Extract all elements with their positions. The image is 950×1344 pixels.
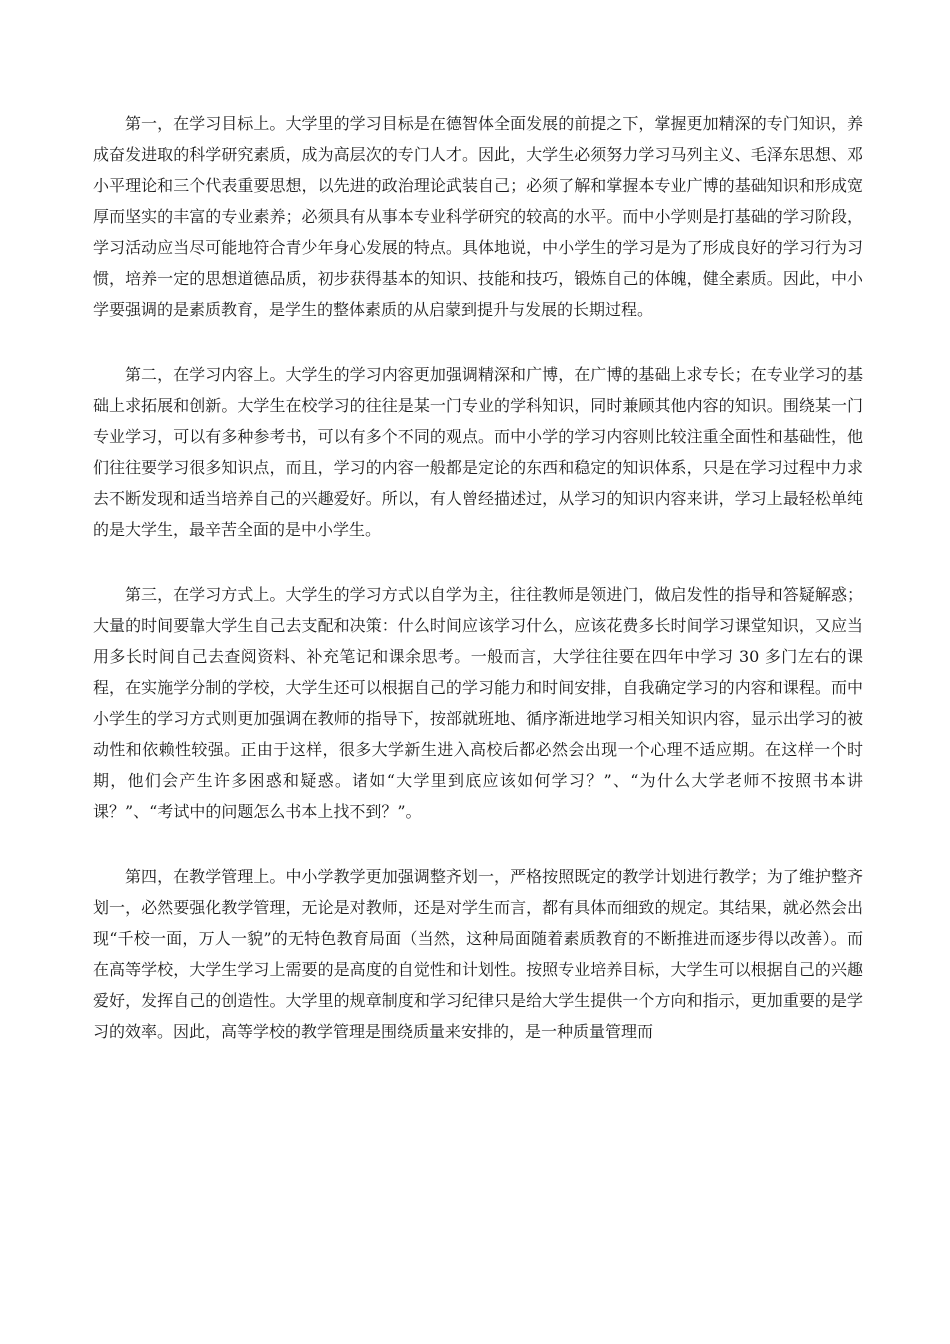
document-body [93, 108, 863, 1047]
paragraph-learning-content: 第二，在学习内容上。大学生的学习内容更加强调精深和广博，在广博的基础上求专长；在专业学习的基础上求拓展和创新。大学生在校学习的往往是某一门专业的学科知识，同时兼顾其他内容的知识。围绕某一门专业学习，可以有多种参考书，可以有多个不同的观点。而中小学的学习内容则比较注重全面性和基础性，他们往往要学习很多知识点，而且，学习的内容一般都是定论的东西和稳定的知识体系，只是在学习过程中力求去不断发现和适当培养自己的兴趣爱好。所以，有人曾经描述过，从学习的知识内容来讲，学习上最轻松单纯的是大学生，最辛苦全面的是中小学生。 [93, 365, 863, 539]
paragraph-learning-goals: 第一，在学习目标上。大学里的学习目标是在德智体全面发展的前提之下，掌握更加精深的专门知识，养成奋发进取的科学研究素质，成为高层次的专门人才。因此，大学生必须努力学习马列主义、毛泽东思想、邓小平理论和三个代表重要思想，以先进的政治理论武装自己；必须了解和掌握本专业广博的基础知识和形成宽厚而坚实的丰富的专业素养；必须具有从事本专业科学研究的较高的水平。而中小学则是打基础的学习阶段，学习活动应当尽可能地符合青少年身心发展的特点。具体地说，中小学生的学习是为了形成良好的学习行为习惯，培养一定的思想道德品质，初步获得基本的知识、技能和技巧，锻炼自己的体魄，健全素质。因此，中小学要强调的是素质教育，是学生的整体素质的从启蒙到提升与发展的长期过程。 [93, 114, 863, 319]
paragraph-teaching-management: 第四，在教学管理上。中小学教学更加强调整齐划一，严格按照既定的教学计划进行教学；为了维护整齐划一，必然要强化教学管理，无论是对教师，还是对学生而言，都有具体而细致的规定。其结果，就必然会出现“千校一面，万人一貌”的无特色教育局面（当然，这种局面随着素质教育的不断推进而逐步得以改善）。而在高等学校，大学生学习上需要的是高度的自觉性和计划性。按照专业培养目标，大学生可以根据自己的兴趣爱好，发挥自己的创造性。大学里的规章制度和学习纪律只是给大学生提供一个方向和指示，更加重要的是学习的效率。因此，高等学校的教学管理是围绕质量来安排的，是一种质量管理而 [93, 867, 863, 1041]
paragraph-learning-methods: 第三，在学习方式上。大学生的学习方式以自学为主，往往教师是领进门，做启发性的指导和答疑解惑；大量的时间要靠大学生自己去支配和决策：什么时间应该学习什么，应该花费多长时间学习课堂知识，又应当用多长时间自己去查阅资料、补充笔记和课余思考。一般而言，大学往往要在四年中学习 30 多门左右的课程，在实施学分制的学校，大学生还可以根据自己的学习能力和时间安排，自我确定学习的内容和课程。而中小学生的学习方式则更加强调在教师的指导下，按部就班地、循序渐进地学习相关知识内容，显示出学习的被动性和依赖性较强。正由于这样，很多大学新生进入高校后都必然会出现一个心理不适应期。在这样一个时期，他们会产生许多困惑和疑惑。诸如“大学里到底应该如何学习？”、“为什么大学老师不按照书本讲课？”、“考试中的问题怎么书本上找不到？”。 [93, 585, 863, 821]
